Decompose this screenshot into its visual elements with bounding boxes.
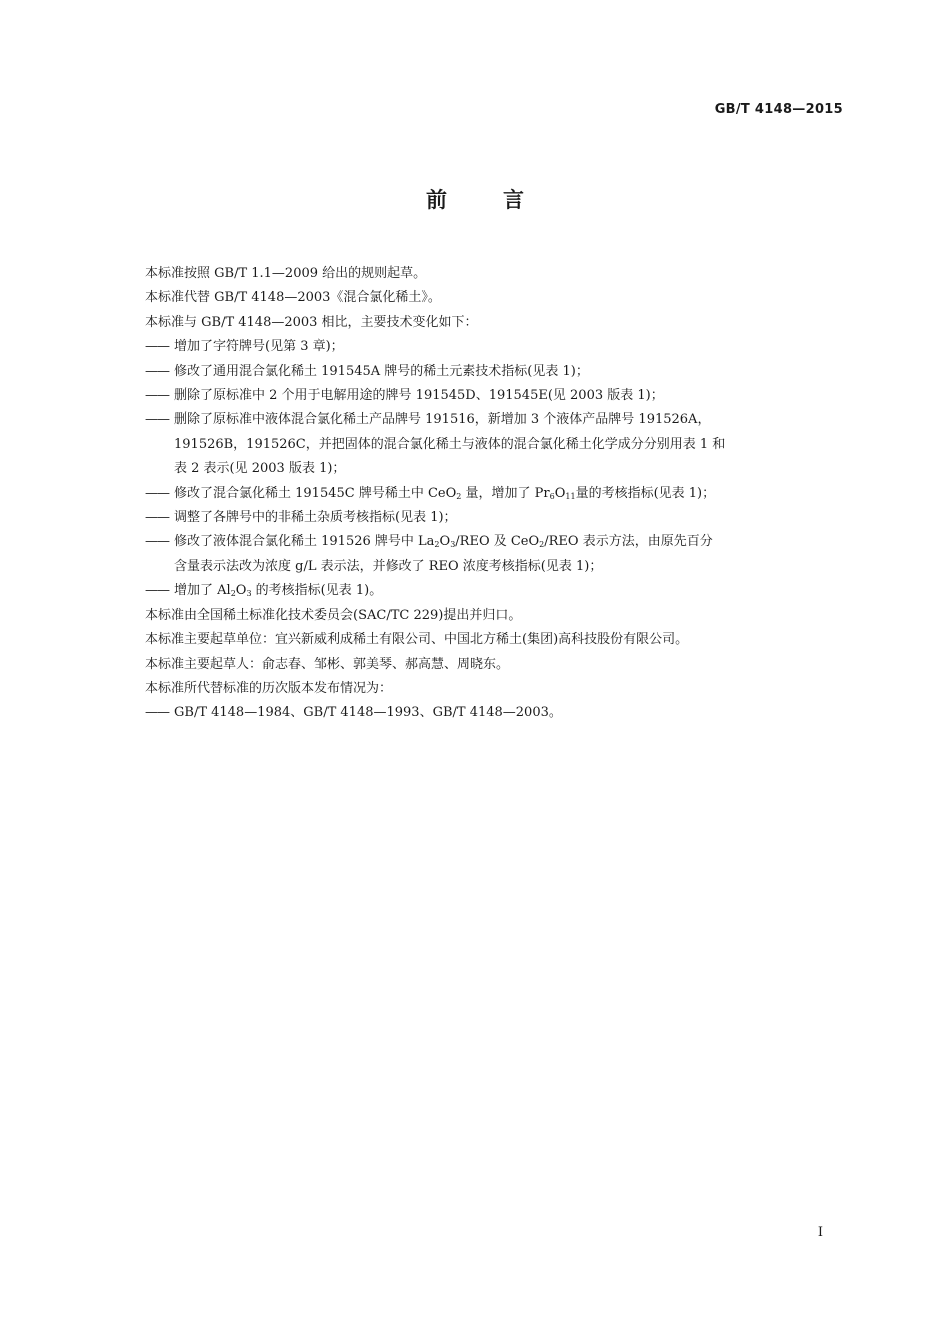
dash-marker: —— [145,363,169,379]
dash-marker: —— [145,388,169,404]
foreword-body [145,262,845,726]
dash-marker: —— [145,583,169,599]
dash-marker: —— [145,534,169,550]
paragraph-replaces: 本标准代替 GB/T 4148—2003《混合氯化稀土》。 [145,290,441,306]
page-number: I [817,1225,823,1240]
standard-code: GB/T 4148—2015 [714,102,843,117]
dash-marker: —— [145,485,169,501]
paragraph-changes-intro: 本标准与 GB/T 4148—2003 相比，主要技术变化如下： [145,314,478,330]
dash-marker: —— [145,339,169,355]
page-title: 前言 [426,188,580,212]
list-item: —— 修改了通用混合氯化稀土 191545A 牌号的稀土元素技术指标(见表 1)； [145,360,845,384]
list-item: —— 删除了原标准中液体混合氯化稀土产品牌号 191516，新增加 3 个液体产品牌号 191526A， 191526B，191526C，并把固体的混合氯化稀土与液体的混合氯化稀土化学成分分别用表 1 和 表 2 表示(见 2003 版表 1)； [145,408,845,481]
list-item: —— 修改了液体混合氯化稀土 191526 牌号中 $La_2O_3$/REO 及 CeO$_2$/REO 表示方法，由原先百分 含量表示法改为浓度 g/L 表示法，并修改了 REO 浓度考核指标(见表 1)； [145,530,845,579]
list-item: —— 删除了原标准中 2 个用于电解用途的牌号 191545D、191545E(见 2003 版表 1)； [145,384,845,408]
list-item: —— 调整了各牌号中的非稀土杂质考核指标(见表 1)； [145,506,845,530]
list-item: —— 增加了 $Al_2O_3$ 的考核指标(见表 1)。 [145,579,845,603]
paragraph-history-intro: 本标准所代替标准的历次版本发布情况为： [145,680,393,696]
paragraph-drafters: 本标准主要起草人：俞志春、邹彬、郭美琴、郝高慧、周晓东。 [145,656,510,672]
dash-marker: —— [145,510,169,526]
paragraph-proposed-by: 本标准由全国稀土标准化技术委员会(SAC/TC 229)提出并归口。 [145,607,522,623]
paragraph-drafting-units: 本标准主要起草单位：宜兴新威利成稀土有限公司、中国北方稀土(集团)高科技股份有限公司。 [145,632,689,648]
list-item: —— GB/T 4148—1984、GB/T 4148—1993、GB/T 4148—2003。 [145,701,845,725]
list-item: —— 修改了混合氯化稀土 191545C 牌号稀土中 CeO$_2$ 量，增加了 $Pr_6O_{11}$量的考核指标(见表 1)； [145,482,845,506]
dash-marker: —— [145,412,169,428]
dash-marker: —— [145,705,169,721]
list-item: —— 增加了字符牌号(见第 3 章)； [145,335,845,359]
paragraph-drafting-rule: 本标准按照 GB/T 1.1—2009 给出的规则起草。 [145,266,427,281]
